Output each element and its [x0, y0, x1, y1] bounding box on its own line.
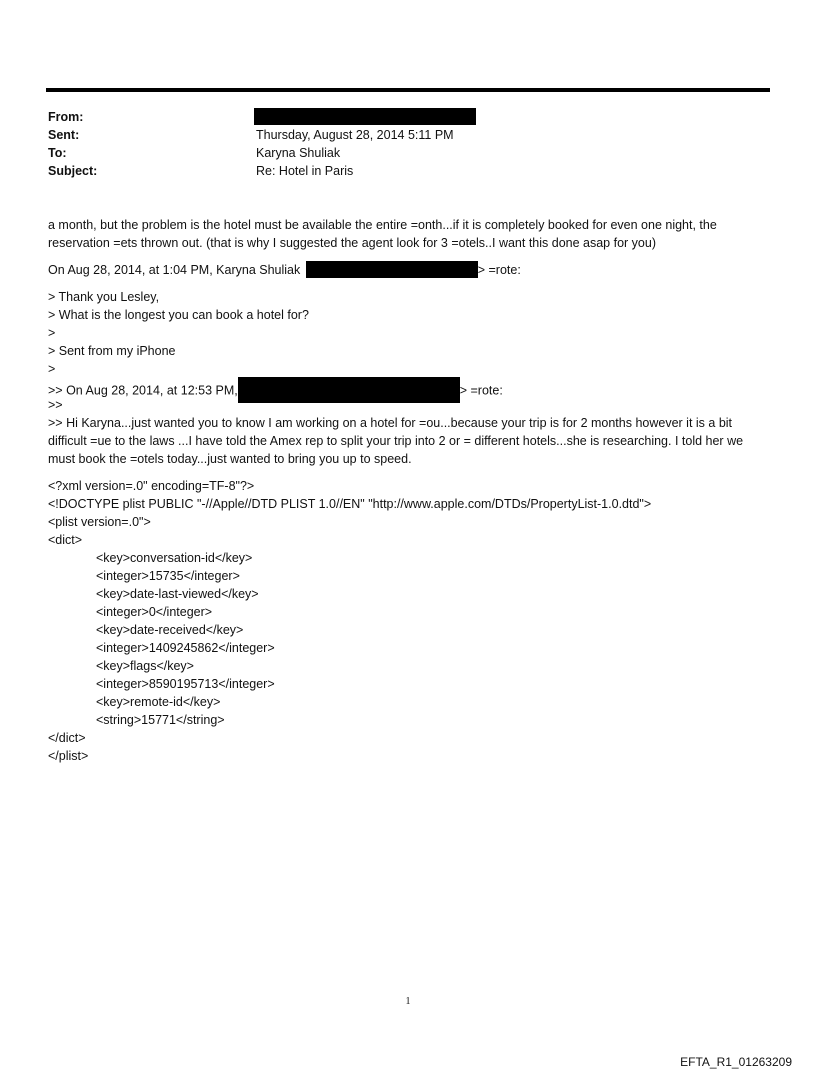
xml-line: <?xml version=.0" encoding=TF-8"?>: [48, 479, 255, 493]
xml-line: <!DOCTYPE plist PUBLIC "-//Apple//DTD PLIST 1.0//EN" "http://www.apple.com/DTDs/PropertyList-1.0.dtd">: [48, 497, 652, 511]
xml-line: <key>remote-id</key>: [96, 695, 221, 709]
nested-quote-intro: [48, 378, 772, 396]
nested-quoted-paragraph: >> Hi Karyna...just wanted you to know I am working on a hotel for =ou...because your trip is for 2 months however it is a bit difficult =ue to the laws ...I have told the Amex rep to split your trip into 2 or = different hotels...she is researching. I told her we must book the =otels today...just wanted to bring you up to speed.: [48, 416, 744, 466]
document-id: EFTA_R1_01263209: [680, 1055, 792, 1069]
redaction-bar: [306, 261, 478, 278]
quoted-line: >: [48, 362, 56, 376]
xml-line: <integer>1409245862</integer>: [96, 641, 275, 655]
xml-line: <key>flags</key>: [96, 659, 194, 673]
xml-line: <key>date-received</key>: [96, 623, 244, 637]
email-header: [48, 108, 768, 180]
xml-line: <key>conversation-id</key>: [96, 551, 253, 565]
page-number: 1: [405, 996, 411, 1007]
email-body: [48, 216, 772, 765]
xml-line: <string>15771</string>: [96, 713, 225, 727]
quoted-line: > Sent from my iPhone: [48, 344, 176, 358]
nested-quote-intro-suffix: > =rote:: [459, 383, 503, 398]
redaction-bar: [238, 377, 460, 403]
subject-row: [48, 162, 768, 180]
to-label: To:: [48, 146, 67, 160]
xml-line: <integer>15735</integer>: [96, 569, 240, 583]
to-value: Karyna Shuliak: [256, 146, 341, 160]
body-paragraph: a month, but the problem is the hotel must be available the entire =onth...if it is completely booked for even one night, the reservation =ets thrown out. (that is why I suggested the agent look for 3 =otels..I want this done asap for you): [48, 218, 717, 250]
quoted-line: >: [48, 326, 56, 340]
subject-value: Re: Hotel in Paris: [256, 164, 354, 178]
xml-line: <dict>: [48, 533, 83, 547]
to-row: [48, 144, 768, 162]
quote-intro-text: On Aug 28, 2014, at 1:04 PM, Karyna Shuliak: [48, 263, 301, 277]
header-divider: [46, 88, 770, 92]
quoted-line: > What is the longest you can book a hotel for?: [48, 308, 309, 322]
quote-intro: [48, 261, 772, 279]
xml-line: <integer>0</integer>: [96, 605, 213, 619]
xml-line: </dict>: [48, 731, 86, 745]
sent-label: Sent:: [48, 128, 80, 142]
redaction-bar: [254, 108, 476, 125]
xml-line: <key>date-last-viewed</key>: [96, 587, 259, 601]
from-label: From:: [48, 110, 84, 124]
xml-line: <plist version=.0">: [48, 515, 151, 529]
from-row: [48, 108, 768, 126]
quoted-line: >>: [48, 398, 63, 412]
quoted-line: > Thank you Lesley,: [48, 290, 160, 304]
nested-quote-intro-text: >> On Aug 28, 2014, at 12:53 PM,: [48, 383, 238, 398]
sent-row: [48, 126, 768, 144]
sent-value: Thursday, August 28, 2014 5:11 PM: [256, 128, 454, 142]
xml-line: </plist>: [48, 749, 89, 763]
xml-line: <integer>8590195713</integer>: [96, 677, 275, 691]
subject-label: Subject:: [48, 164, 98, 178]
quote-intro-suffix: > =rote:: [477, 263, 521, 277]
